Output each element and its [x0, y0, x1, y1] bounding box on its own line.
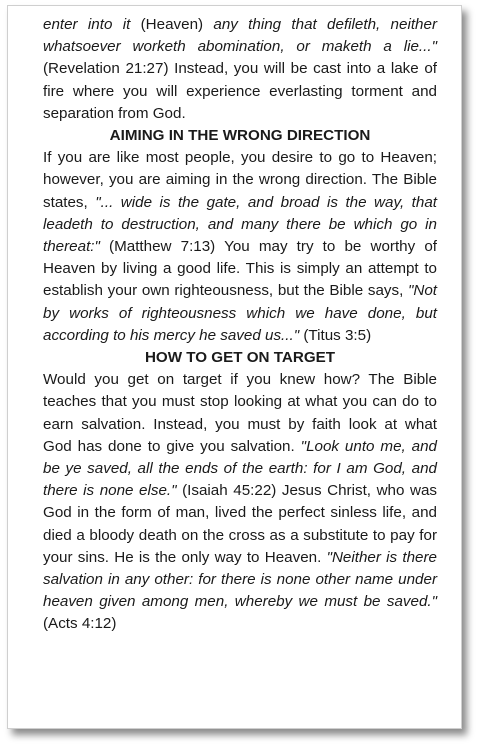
text-run: (Isaiah 45:22) Jesus Christ, who was God in the form of man, lived the perfect sinless life, and died a bloody death on the cross as a substitute to pay for your sins. He is the only way to Heaven. — [43, 482, 437, 566]
text-run: (Matthew 7:13) You may try to be worthy of Heaven by living a good life. This is simply an attempt to establish your own righteousness, but the Bible says, — [43, 238, 437, 300]
text-run: If you are like most people, you desire to go to Heaven; however, you are aiming in the wrong direction. The Bible states, — [43, 149, 437, 211]
heading-aiming-wrong-direction: AIMING IN THE WRONG DIRECTION — [109, 127, 371, 145]
text-run: (Heaven) — [130, 16, 214, 33]
text-run: "Neither is there salvation in any other: for there is none other name under heaven given among men, whereby we must be saved." — [43, 548, 438, 611]
paragraph-target — [43, 369, 437, 635]
text-run: enter into it — [43, 16, 131, 33]
text-run: (Titus 3:5) — [299, 326, 372, 344]
text-run: any thing that defileth, neither whatsoever worketh abomination, or maketh a lie..." — [43, 16, 437, 56]
paragraph-aiming — [43, 147, 437, 347]
text-run: (Acts 4:12) — [43, 615, 117, 633]
paragraph-revelation — [43, 14, 437, 125]
text-run: (Revelation 21:27) Instead, you will be cast into a lake of fire where you will experience everlasting torment and separation from God. — [43, 60, 437, 122]
text-run: "Look unto me, and be ye saved, all the ends of the earth: for I am God, and there is none else." — [43, 437, 437, 500]
tract-body — [43, 14, 437, 636]
text-run: "... wide is the gate, and broad is the way, that leadeth to destruction, and many there be which go in thereat:" — [43, 193, 437, 256]
text-run: Would you get on target if you knew how? The Bible teaches that you must stop looking at what you can do to earn salvation. Instead, you must by faith look at what God has done to give you salvation. — [43, 371, 437, 455]
heading-how-to-get-on-target: HOW TO GET ON TARGET — [144, 349, 336, 367]
text-run: "Not by works of righteousness which we have done, but according to his mercy he saved us..." — [43, 282, 437, 344]
